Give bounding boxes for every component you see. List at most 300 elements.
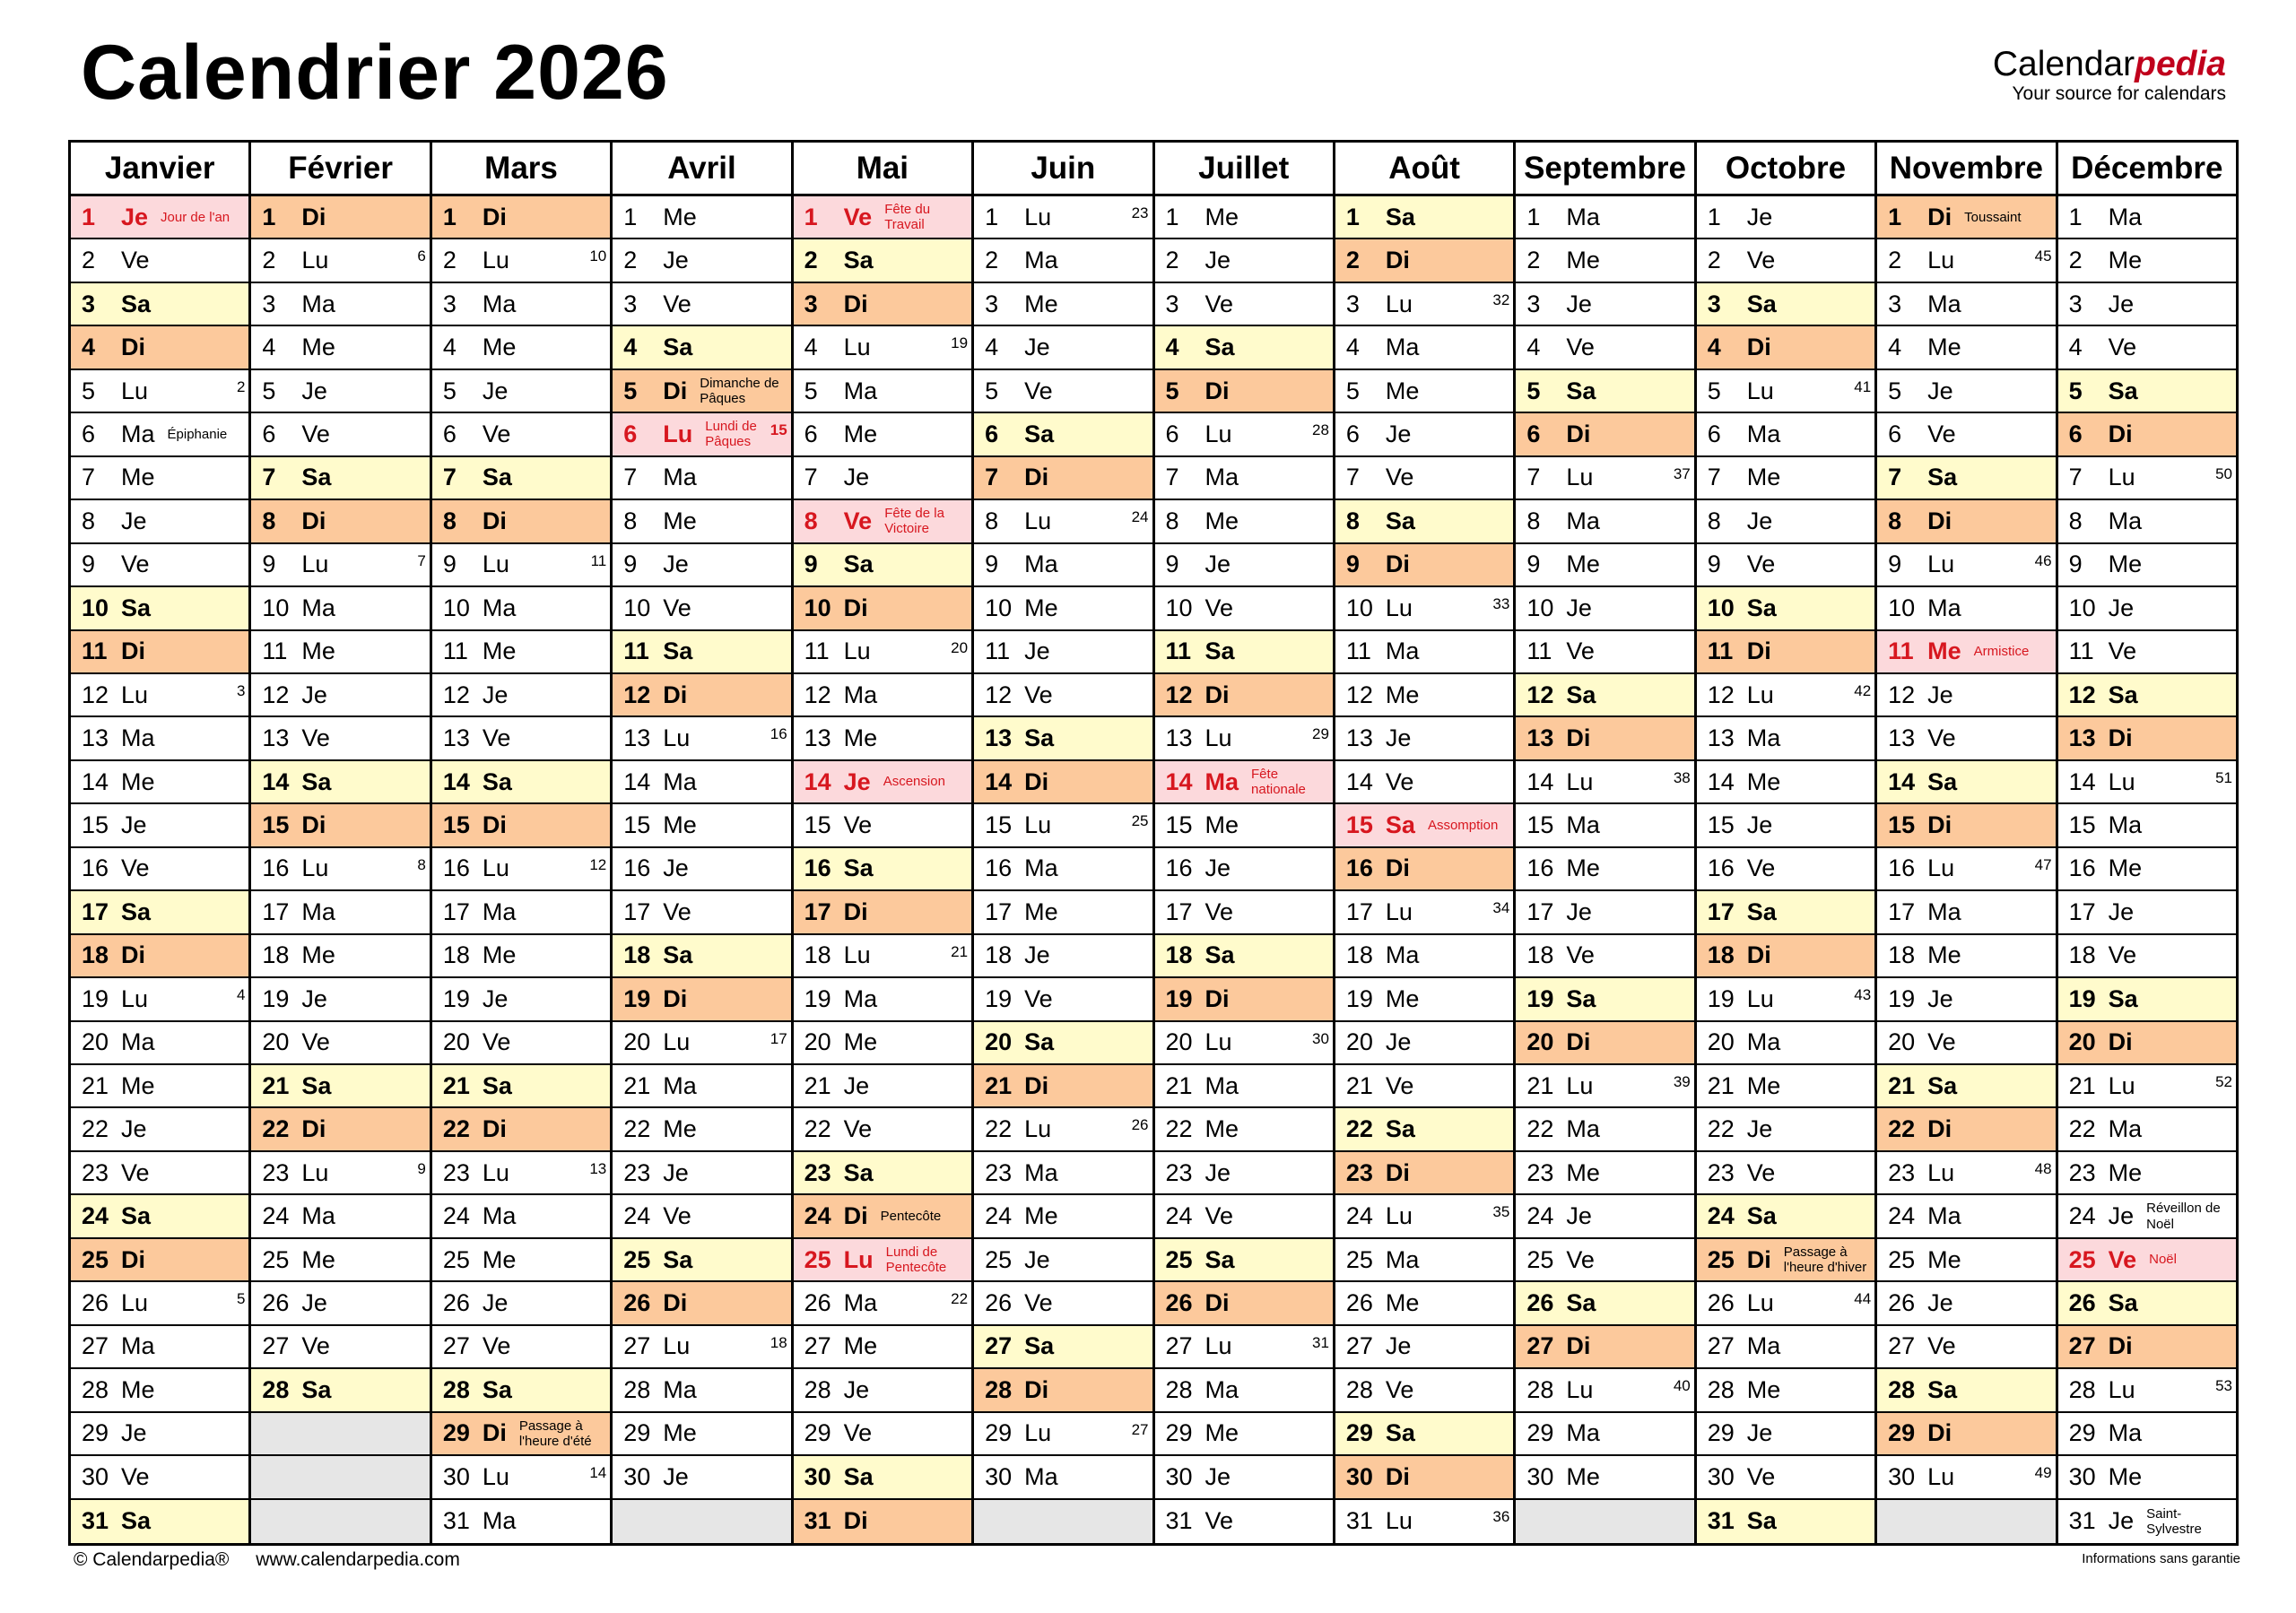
week-number: 44 xyxy=(1854,1290,1872,1308)
day-number: 15 xyxy=(804,811,831,839)
day-number: 15 xyxy=(262,811,290,839)
day-number: 14 xyxy=(1345,767,1373,795)
day-cell xyxy=(1155,1065,1333,1108)
day-cell xyxy=(71,804,248,847)
day-number: 17 xyxy=(82,898,109,925)
weekday-abbr: Je xyxy=(1746,1115,1773,1143)
footer-disclaimer: Informations sans garantie xyxy=(2082,1551,2240,1566)
weekday-abbr: Ma xyxy=(1746,1332,1781,1360)
day-number: 4 xyxy=(623,334,638,361)
month-header: Mai xyxy=(794,143,971,196)
day-number: 12 xyxy=(985,681,1013,708)
day-cell xyxy=(1877,283,2055,326)
day-cell xyxy=(2058,1152,2236,1195)
day-cell xyxy=(251,1022,429,1065)
weekday-abbr: Ve xyxy=(1927,420,1956,447)
day-number: 22 xyxy=(623,1115,651,1143)
footer-url[interactable]: www.calendarpedia.com xyxy=(256,1549,460,1570)
day-cell xyxy=(974,500,1152,543)
day-cell xyxy=(1877,1239,2055,1282)
day-number: 9 xyxy=(1888,551,1902,578)
day-cell xyxy=(1335,1022,1513,1065)
day-cell xyxy=(71,1369,248,1412)
day-number: 7 xyxy=(262,464,276,491)
day-cell xyxy=(432,587,610,630)
day-cell xyxy=(613,674,790,717)
weekday-abbr: Ma xyxy=(1385,941,1420,969)
day-cell xyxy=(71,1326,248,1369)
weekday-abbr: Me xyxy=(1024,594,1058,621)
logo-main: Calendar xyxy=(1992,45,2135,83)
weekday-abbr: Me xyxy=(1205,203,1239,230)
day-cell xyxy=(1877,1282,2055,1325)
day-cell xyxy=(71,587,248,630)
week-number: 21 xyxy=(951,942,969,960)
day-cell xyxy=(1697,1108,1874,1151)
weekday-abbr: Me xyxy=(301,1245,335,1273)
day-cell xyxy=(794,1239,971,1282)
day-cell xyxy=(2058,674,2236,717)
day-cell xyxy=(794,1413,971,1456)
day-cell xyxy=(1697,370,1874,413)
weekday-abbr: Ma xyxy=(1927,1202,1961,1230)
day-number: 22 xyxy=(82,1115,109,1143)
day-number: 24 xyxy=(1707,1202,1735,1230)
month-column xyxy=(613,143,793,1546)
day-number: 18 xyxy=(1526,941,1554,969)
day-number: 2 xyxy=(1345,247,1360,274)
weekday-abbr: Lu xyxy=(1566,767,1594,795)
day-number: 22 xyxy=(1707,1115,1735,1143)
holiday-label: Armistice xyxy=(1973,644,2030,660)
event-note: Réveillon de Noël xyxy=(2146,1201,2221,1232)
day-cell xyxy=(1877,1413,2055,1456)
week-number: 38 xyxy=(1673,768,1691,786)
day-cell xyxy=(1516,674,1693,717)
day-number: 21 xyxy=(82,1071,109,1099)
month-column xyxy=(794,143,974,1546)
weekday-abbr: Di xyxy=(1385,1462,1410,1490)
weekday-abbr: Ve xyxy=(121,854,150,882)
day-cell xyxy=(2058,717,2236,760)
day-cell xyxy=(1516,631,1693,674)
weekday-abbr: Sa xyxy=(121,1507,152,1535)
weekday-abbr: Lu xyxy=(482,1158,509,1186)
day-number: 29 xyxy=(804,1419,831,1447)
day-cell xyxy=(2058,761,2236,804)
day-number: 25 xyxy=(262,1245,290,1273)
day-number: 28 xyxy=(1526,1375,1554,1403)
day-number: 1 xyxy=(262,203,276,230)
day-cell xyxy=(613,370,790,413)
day-number: 15 xyxy=(623,811,651,839)
week-number: 41 xyxy=(1854,377,1872,395)
event-note: Épiphanie xyxy=(167,426,228,442)
day-cell xyxy=(251,761,429,804)
day-cell xyxy=(613,761,790,804)
weekday-abbr: Sa xyxy=(843,1158,874,1186)
weekday-abbr: Lu xyxy=(1746,681,1774,708)
day-number: 30 xyxy=(623,1462,651,1490)
weekday-abbr: Me xyxy=(2108,1158,2143,1186)
day-cell xyxy=(1697,457,1874,500)
weekday-abbr: Je xyxy=(2108,290,2135,317)
day-cell xyxy=(2058,804,2236,847)
weekday-abbr: Sa xyxy=(1927,1375,1958,1403)
day-cell xyxy=(613,196,790,239)
day-number: 18 xyxy=(985,941,1013,969)
day-cell xyxy=(2058,587,2236,630)
month-header: Avril xyxy=(613,143,790,196)
weekday-abbr: Lu xyxy=(301,551,329,578)
day-cell xyxy=(1155,1456,1333,1499)
day-cell xyxy=(794,544,971,587)
holiday-label: Assomption xyxy=(1427,817,1499,833)
weekday-abbr: Ve xyxy=(843,811,873,839)
footer-credits xyxy=(74,1549,482,1571)
weekday-abbr: Ma xyxy=(1205,1071,1239,1099)
weekday-abbr: Sa xyxy=(301,464,332,491)
week-number: 37 xyxy=(1673,464,1691,482)
weekday-abbr: Lu xyxy=(1927,1462,1955,1490)
day-cell xyxy=(71,674,248,717)
weekday-abbr: Ma xyxy=(301,594,335,621)
day-number: 17 xyxy=(623,898,651,925)
day-cell xyxy=(974,631,1152,674)
weekday-abbr: Lu xyxy=(2108,767,2135,795)
day-number: 10 xyxy=(82,594,109,621)
day-cell xyxy=(71,544,248,587)
day-cell xyxy=(1697,1239,1874,1282)
day-number: 21 xyxy=(985,1071,1013,1099)
weekday-abbr: Ve xyxy=(1746,247,1776,274)
day-cell xyxy=(613,1456,790,1499)
day-number: 3 xyxy=(1345,290,1360,317)
weekday-abbr: Me xyxy=(1385,1289,1420,1316)
day-cell xyxy=(1877,413,2055,456)
day-number: 18 xyxy=(1707,941,1735,969)
day-number: 11 xyxy=(1345,637,1371,665)
weekday-abbr: Di xyxy=(482,507,507,534)
day-number: 28 xyxy=(82,1375,109,1403)
weekday-abbr: Ve xyxy=(1205,1202,1234,1230)
weekday-abbr: Lu xyxy=(1385,1507,1413,1535)
day-cell xyxy=(974,1413,1152,1456)
day-number: 12 xyxy=(1526,681,1554,708)
day-number: 31 xyxy=(1345,1507,1373,1535)
day-cell xyxy=(71,1500,248,1543)
weekday-abbr: Di xyxy=(1746,334,1771,361)
weekday-abbr: Ma xyxy=(1746,1028,1781,1056)
empty-day-cell xyxy=(1516,1500,1693,1543)
weekday-abbr: Sa xyxy=(1385,1115,1415,1143)
day-cell xyxy=(794,413,971,456)
month-column xyxy=(1335,143,1516,1546)
month-header: Juillet xyxy=(1155,143,1333,196)
day-number: 6 xyxy=(804,420,818,447)
day-number: 23 xyxy=(623,1158,651,1186)
day-number: 18 xyxy=(1888,941,1916,969)
day-cell xyxy=(1877,587,2055,630)
day-number: 29 xyxy=(623,1419,651,1447)
day-cell xyxy=(71,978,248,1021)
day-number: 1 xyxy=(1707,203,1721,230)
day-number: 21 xyxy=(1165,1071,1193,1099)
weekday-abbr: Je xyxy=(482,1289,509,1316)
weekday-abbr: Ma xyxy=(121,1028,155,1056)
day-number: 31 xyxy=(2068,1507,2096,1535)
weekday-abbr: Me xyxy=(843,420,878,447)
day-cell xyxy=(1155,457,1333,500)
day-cell xyxy=(1697,587,1874,630)
weekday-abbr: Ma xyxy=(1385,637,1420,665)
day-number: 7 xyxy=(623,464,638,491)
day-number: 6 xyxy=(1888,420,1902,447)
day-cell xyxy=(1516,978,1693,1021)
week-number: 42 xyxy=(1854,681,1872,699)
day-number: 15 xyxy=(442,811,470,839)
weekday-abbr: Sa xyxy=(482,1071,512,1099)
event-note: Pentecôte xyxy=(880,1208,942,1224)
day-cell xyxy=(251,1239,429,1282)
weekday-abbr: Ve xyxy=(1927,1028,1956,1056)
day-number: 13 xyxy=(442,724,470,752)
weekday-abbr: Je xyxy=(482,681,509,708)
weekday-abbr: Je xyxy=(2108,594,2135,621)
weekday-abbr: Ve xyxy=(1385,464,1414,491)
day-cell xyxy=(1155,631,1333,674)
day-number: 8 xyxy=(442,507,457,534)
day-cell xyxy=(71,457,248,500)
weekday-abbr: Je xyxy=(1024,941,1050,969)
day-number: 1 xyxy=(442,203,457,230)
day-cell xyxy=(613,1022,790,1065)
weekday-abbr: Lu xyxy=(843,334,871,361)
day-number: 7 xyxy=(1345,464,1360,491)
day-cell xyxy=(613,239,790,282)
weekday-abbr: Ve xyxy=(1566,637,1595,665)
day-number: 26 xyxy=(1888,1289,1916,1316)
day-number: 27 xyxy=(1345,1332,1373,1360)
week-number: 22 xyxy=(951,1290,969,1308)
weekday-abbr: Ve xyxy=(1927,724,1956,752)
day-number: 21 xyxy=(2068,1071,2096,1099)
day-number: 25 xyxy=(1888,1245,1916,1273)
weekday-abbr: Ma xyxy=(1566,811,1600,839)
weekday-abbr: Di xyxy=(1927,811,1952,839)
day-number: 2 xyxy=(2068,247,2083,274)
day-cell xyxy=(1877,196,2055,239)
day-number: 19 xyxy=(1707,984,1735,1012)
day-cell xyxy=(1155,283,1333,326)
week-number: 27 xyxy=(1131,1420,1149,1438)
weekday-abbr: Je xyxy=(663,1462,689,1490)
weekday-abbr: Ma xyxy=(2108,1115,2143,1143)
day-number: 14 xyxy=(623,767,651,795)
day-cell xyxy=(1516,413,1693,456)
day-cell xyxy=(2058,935,2236,978)
weekday-abbr: Ve xyxy=(1385,1375,1414,1403)
weekday-abbr: Je xyxy=(482,984,509,1012)
weekday-abbr: Di xyxy=(843,594,868,621)
weekday-abbr: Sa xyxy=(1927,1071,1958,1099)
day-cell xyxy=(1516,935,1693,978)
weekday-abbr: Me xyxy=(2108,1462,2143,1490)
day-number: 11 xyxy=(2068,637,2094,665)
day-cell xyxy=(432,1282,610,1325)
day-cell xyxy=(2058,1108,2236,1151)
day-number: 14 xyxy=(1888,767,1916,795)
day-cell xyxy=(1697,891,1874,934)
weekday-abbr: Di xyxy=(1566,420,1591,447)
day-number: 28 xyxy=(623,1375,651,1403)
day-cell xyxy=(1155,1500,1333,1543)
holiday-label: Noël xyxy=(2149,1252,2177,1268)
weekday-abbr: Ma xyxy=(663,1071,697,1099)
day-number: 15 xyxy=(82,811,109,839)
day-cell xyxy=(974,1152,1152,1195)
weekday-abbr: Me xyxy=(1566,854,1600,882)
day-cell xyxy=(1335,1152,1513,1195)
day-number: 2 xyxy=(1165,247,1179,274)
day-cell xyxy=(2058,891,2236,934)
weekday-abbr: Ma xyxy=(1566,1115,1600,1143)
day-number: 2 xyxy=(1888,247,1902,274)
day-number: 31 xyxy=(82,1507,109,1535)
day-cell xyxy=(1697,1195,1874,1238)
day-number: 13 xyxy=(1165,724,1193,752)
day-number: 26 xyxy=(1165,1289,1193,1316)
day-number: 3 xyxy=(804,290,818,317)
month-column xyxy=(1155,143,1335,1546)
day-cell xyxy=(1335,587,1513,630)
day-number: 11 xyxy=(82,637,108,665)
weekday-abbr: Me xyxy=(2108,854,2143,882)
day-number: 17 xyxy=(442,898,470,925)
weekday-abbr: Ve xyxy=(2108,637,2137,665)
day-number: 17 xyxy=(985,898,1013,925)
day-cell xyxy=(1335,413,1513,456)
day-cell xyxy=(1155,1239,1333,1282)
day-number: 30 xyxy=(985,1462,1013,1490)
day-cell xyxy=(794,1195,971,1238)
day-cell xyxy=(2058,1326,2236,1369)
weekday-abbr: Je xyxy=(2108,1507,2135,1535)
day-number: 18 xyxy=(2068,941,2096,969)
day-cell xyxy=(2058,1065,2236,1108)
day-cell xyxy=(974,1195,1152,1238)
day-number: 9 xyxy=(1345,551,1360,578)
day-number: 19 xyxy=(1888,984,1916,1012)
day-cell xyxy=(71,935,248,978)
day-cell xyxy=(251,283,429,326)
day-cell xyxy=(974,457,1152,500)
day-number: 12 xyxy=(262,681,290,708)
day-cell xyxy=(432,978,610,1021)
day-number: 26 xyxy=(262,1289,290,1316)
week-number: 9 xyxy=(417,1159,426,1177)
day-cell xyxy=(251,935,429,978)
weekday-abbr: Je xyxy=(1927,681,1953,708)
weekday-abbr: Ma xyxy=(482,594,517,621)
day-number: 5 xyxy=(1165,377,1179,404)
day-number: 16 xyxy=(442,854,470,882)
weekday-abbr: Me xyxy=(1205,811,1239,839)
day-number: 27 xyxy=(82,1332,109,1360)
day-cell xyxy=(794,935,971,978)
weekday-abbr: Je xyxy=(843,767,871,795)
day-number: 17 xyxy=(1165,898,1193,925)
day-cell xyxy=(251,457,429,500)
holiday-label: Fête nationale xyxy=(1251,766,1306,798)
weekday-abbr: Di xyxy=(1024,464,1049,491)
day-number: 16 xyxy=(1707,854,1735,882)
weekday-abbr: Ve xyxy=(1024,984,1053,1012)
day-cell xyxy=(794,717,971,760)
day-cell xyxy=(794,283,971,326)
day-number: 24 xyxy=(2068,1202,2096,1230)
day-cell xyxy=(794,674,971,717)
weekday-abbr: Sa xyxy=(843,551,874,578)
day-number: 1 xyxy=(1165,203,1179,230)
day-cell xyxy=(251,413,429,456)
weekday-abbr: Sa xyxy=(1927,767,1958,795)
day-number: 28 xyxy=(2068,1375,2096,1403)
weekday-abbr: Ve xyxy=(663,594,691,621)
weekday-abbr: Me xyxy=(1024,1202,1058,1230)
weekday-abbr: Me xyxy=(301,334,335,361)
weekday-abbr: Je xyxy=(1746,811,1773,839)
day-cell xyxy=(1516,1369,1693,1412)
day-cell xyxy=(1155,1195,1333,1238)
day-number: 26 xyxy=(82,1289,109,1316)
month-header: Janvier xyxy=(71,143,248,196)
day-number: 30 xyxy=(1888,1462,1916,1490)
day-number: 23 xyxy=(1165,1158,1193,1186)
weekday-abbr: Ma xyxy=(1205,767,1239,795)
day-cell xyxy=(1877,631,2055,674)
weekday-abbr: Di xyxy=(1746,1245,1771,1273)
day-number: 26 xyxy=(985,1289,1013,1316)
weekday-abbr: Lu xyxy=(1385,898,1413,925)
day-cell xyxy=(432,761,610,804)
weekday-abbr: Ma xyxy=(1205,1375,1239,1403)
weekday-abbr: Me xyxy=(663,1419,697,1447)
weekday-abbr: Sa xyxy=(1024,1332,1055,1360)
day-cell xyxy=(1877,1195,2055,1238)
day-cell xyxy=(71,326,248,369)
day-number: 7 xyxy=(1526,464,1541,491)
day-cell xyxy=(1516,239,1693,282)
day-cell xyxy=(1877,804,2055,847)
day-cell xyxy=(2058,283,2236,326)
day-number: 21 xyxy=(623,1071,651,1099)
day-number: 27 xyxy=(804,1332,831,1360)
day-number: 28 xyxy=(1165,1375,1193,1403)
day-cell xyxy=(613,413,790,456)
weekday-abbr: Sa xyxy=(482,464,512,491)
day-cell xyxy=(974,1456,1152,1499)
week-number: 43 xyxy=(1854,986,1872,1004)
weekday-abbr: Sa xyxy=(663,334,693,361)
weekday-abbr: Sa xyxy=(1205,637,1235,665)
day-cell xyxy=(1877,326,2055,369)
week-number: 17 xyxy=(770,1029,787,1047)
day-cell xyxy=(1155,239,1333,282)
day-cell xyxy=(1697,326,1874,369)
day-number: 5 xyxy=(2068,377,2083,404)
day-number: 11 xyxy=(442,637,468,665)
